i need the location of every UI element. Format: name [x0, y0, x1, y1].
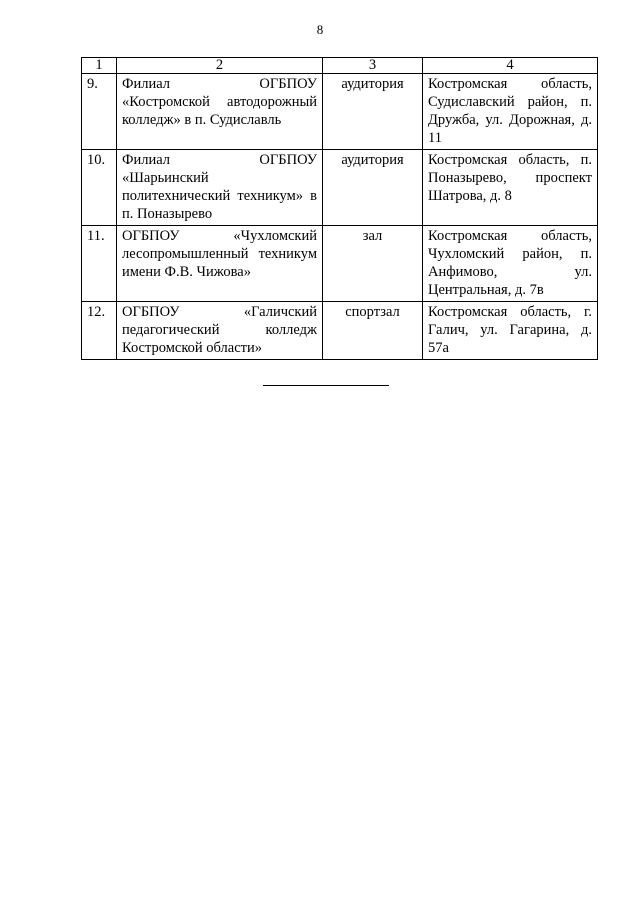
- institution-name: ОГБПОУ «Чухломский лесопромышленный техникум имени Ф.В. Чижова»: [117, 226, 323, 302]
- table-row: [82, 302, 598, 360]
- room-type: аудитория: [323, 74, 423, 150]
- address: Костромская область, Судиславский район, п. Дружба, ул. Дорожная, д. 11: [423, 74, 598, 150]
- institution-name: ОГБПОУ «Галичский педагогический колледж Костромской области»: [117, 302, 323, 360]
- institution-name: Филиал ОГБПОУ «Костромской автодорожный колледж» в п. Судиславль: [117, 74, 323, 150]
- page-number: 8: [316, 22, 324, 37]
- row-number: 10.: [82, 150, 117, 226]
- header-col-2: 2: [117, 58, 323, 74]
- room-type: зал: [323, 226, 423, 302]
- room-type: аудитория: [323, 150, 423, 226]
- venues-table: [81, 57, 598, 360]
- header-col-4: 4: [423, 58, 598, 74]
- table-row: [82, 150, 598, 226]
- header-col-3: 3: [323, 58, 423, 74]
- row-number: 12.: [82, 302, 117, 360]
- room-type: спортзал: [323, 302, 423, 360]
- closing-divider: [263, 385, 389, 386]
- institution-name: Филиал ОГБПОУ «Шарьинский политехнический техникум» в п. Поназырево: [117, 150, 323, 226]
- table-header-row: [82, 58, 598, 74]
- address: Костромская область, п. Поназырево, проспект Шатрова, д. 8: [423, 150, 598, 226]
- row-number: 9.: [82, 74, 117, 150]
- address: Костромская область, г. Галич, ул. Гагарина, д. 57а: [423, 302, 598, 360]
- table-row: [82, 226, 598, 302]
- address: Костромская область, Чухломский район, п. Анфимово, ул. Центральная, д. 7в: [423, 226, 598, 302]
- table-row: [82, 74, 598, 150]
- row-number: 11.: [82, 226, 117, 302]
- header-col-1: 1: [82, 58, 117, 74]
